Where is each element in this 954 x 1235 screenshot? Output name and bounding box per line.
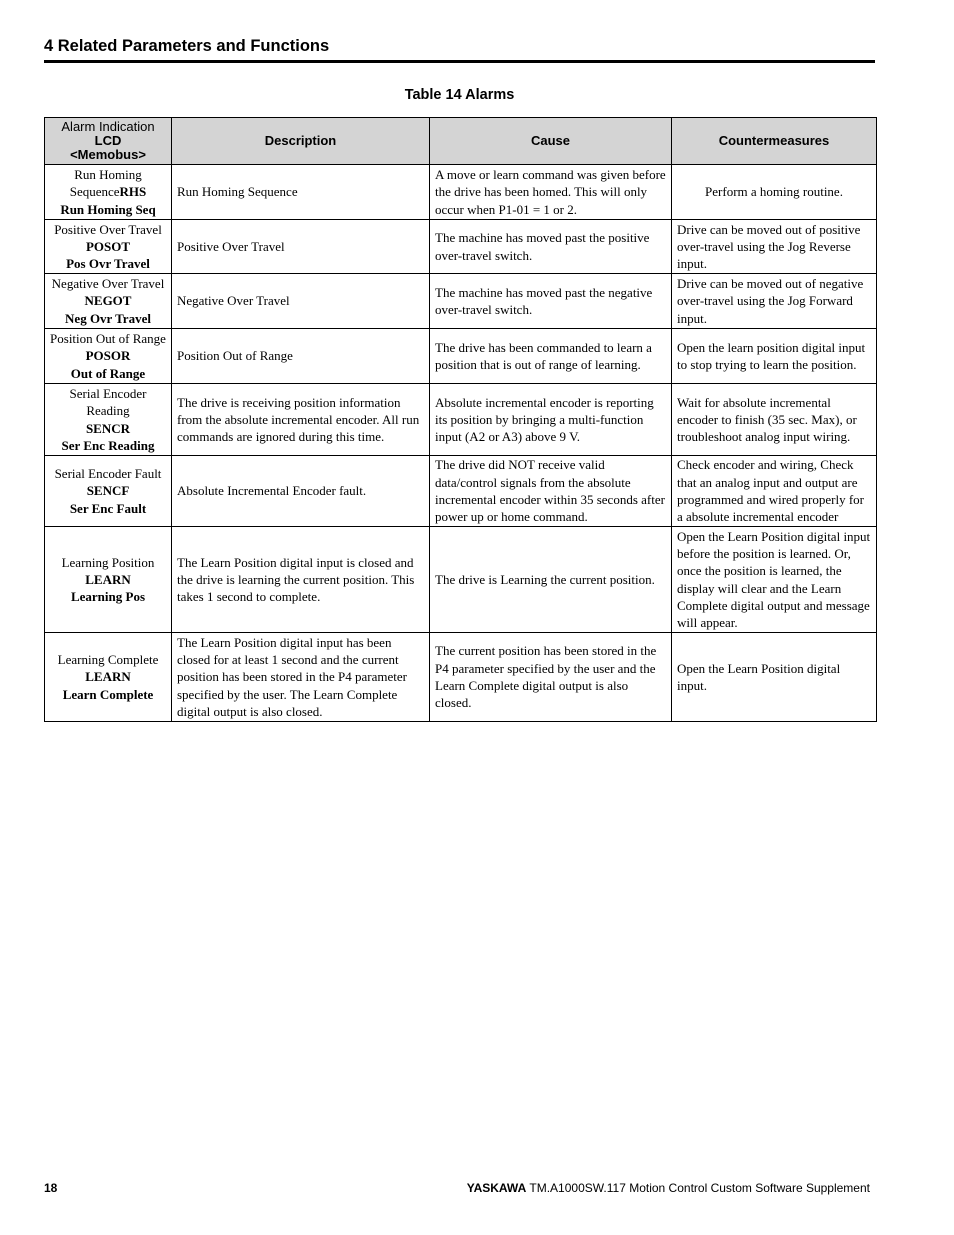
description-cell: Position Out of Range [172, 329, 430, 384]
table-title: Table 14 Alarms [404, 87, 515, 103]
brand-name: YASKAWA [466, 1181, 527, 1195]
alarm-code: RHS [119, 184, 147, 200]
table-row [45, 384, 877, 456]
alarm-name: Positive Over Travel [54, 221, 162, 237]
description-cell: Run Homing Sequence [172, 165, 430, 220]
cause-cell: The machine has moved past the negative over-travel switch. [430, 274, 672, 329]
countermeasure-cell: Wait for absolute incremental encoder to finish (35 sec. Max), or troubleshoot analog input wiring. [672, 384, 877, 456]
table-header-row [45, 118, 877, 165]
alarm-cell [45, 220, 172, 274]
alarm-lcd: LEARN [85, 571, 131, 587]
countermeasure-cell: Open the Learn Position digital input before the position is learned. Or, once the position is learned, the display will clear and the Learn Complete digital output and message will appear. [672, 527, 877, 633]
alarm-memobus: Ser Enc Fault [69, 500, 147, 516]
alarm-lcd: NEGOT [84, 293, 132, 309]
description-cell: Positive Over Travel [172, 220, 430, 274]
alarm-name: Serial Encoder Fault [54, 466, 162, 482]
table-row [45, 329, 877, 384]
table-row [45, 220, 877, 274]
section-header: 4 Related Parameters and Functions [44, 37, 330, 55]
header-alarm-line3: <Memobus> [70, 147, 146, 162]
alarm-cell [45, 633, 172, 722]
alarm-cell [45, 527, 172, 633]
alarm-name: Negative Over Travel [51, 276, 165, 292]
header-alarm-indication [45, 118, 172, 165]
countermeasure-cell: Drive can be moved out of negative over-travel using the Jog Forward input. [672, 274, 877, 329]
description-cell: The drive is receiving position information from the absolute incremental encoder. All run commands are ignored during this time. [172, 384, 430, 456]
cause-cell: The drive is Learning the current position. [430, 527, 672, 633]
alarm-memobus: Pos Ovr Travel [66, 256, 150, 272]
alarm-memobus: Out of Range [70, 365, 146, 381]
doc-title: TM.A1000SW.117 Motion Control Custom Software Supplement [526, 1181, 870, 1195]
table-row [45, 527, 877, 633]
countermeasure-cell: Open the Learn Position digital input. [672, 633, 877, 722]
description-cell: The Learn Position digital input is closed and the drive is learning the current position. This takes 1 second to complete. [172, 527, 430, 633]
alarm-cell [45, 165, 172, 220]
countermeasure-cell: Perform a homing routine. [672, 165, 877, 220]
cause-cell: The machine has moved past the positive over-travel switch. [430, 220, 672, 274]
cause-cell: Absolute incremental encoder is reporting its position by bringing a multi-function input (A2 or A3) above 9 V. [430, 384, 672, 456]
alarm-name: Position Out of Range [50, 331, 166, 347]
alarm-name-wrap [50, 166, 166, 201]
alarm-cell [45, 274, 172, 329]
alarm-name: Run Homing Sequence [69, 167, 142, 200]
cause-cell: The drive has been commanded to learn a position that is out of range of learning. [430, 329, 672, 384]
table-row [45, 456, 877, 527]
header-alarm-line2: LCD [94, 133, 122, 148]
cause-cell: The drive did NOT receive valid data/control signals from the absolute incremental encoder within 35 seconds after power up or home command. [430, 456, 672, 527]
header-description: Description [172, 118, 430, 165]
footer-doc-info [467, 1181, 870, 1195]
header-rule [44, 60, 875, 63]
alarm-cell [45, 456, 172, 527]
alarm-memobus: Neg Ovr Travel [65, 310, 151, 326]
table-row [45, 633, 877, 722]
header-countermeasures: Countermeasures [672, 118, 877, 165]
alarm-memobus: Run Homing Seq [60, 201, 156, 217]
alarm-lcd: POSOR [85, 348, 131, 364]
table-row [45, 274, 877, 329]
description-cell: Absolute Incremental Encoder fault. [172, 456, 430, 527]
alarm-memobus: Ser Enc Reading [61, 437, 155, 453]
alarm-memobus: Learning Pos [70, 589, 146, 605]
alarm-lcd: LEARN [85, 669, 131, 685]
alarm-name: Learning Complete [57, 652, 159, 668]
header-alarm-line1: Alarm Indication [61, 119, 155, 134]
countermeasure-cell: Check encoder and wiring, Check that an analog input and output are programmed and wired properly for a absolute incremental encoder [672, 456, 877, 527]
alarm-memobus: Learn Complete [62, 686, 154, 702]
header-cause: Cause [430, 118, 672, 165]
table-row [45, 165, 877, 220]
countermeasure-cell: Drive can be moved out of positive over-travel using the Jog Reverse input. [672, 220, 877, 274]
alarm-cell [45, 384, 172, 456]
alarms-table [44, 117, 877, 722]
description-cell: Negative Over Travel [172, 274, 430, 329]
description-cell: The Learn Position digital input has been closed for at least 1 second and the current position has been stored in the P4 parameter specified by the user. The Learn Complete digital output is also closed. [172, 633, 430, 722]
alarm-lcd: SENCR [85, 420, 131, 436]
alarm-name: Learning Position [61, 554, 155, 570]
cause-cell: A move or learn command was given before the drive has been homed. This will only occur when P1-01 = 1 or 2. [430, 165, 672, 220]
alarm-cell [45, 329, 172, 384]
countermeasure-cell: Open the learn position digital input to stop trying to learn the position. [672, 329, 877, 384]
page-number: 18 [44, 1181, 58, 1195]
alarm-lcd: POSOT [85, 238, 131, 254]
alarm-name: Serial Encoder Reading [69, 385, 147, 419]
alarm-lcd: SENCF [86, 483, 130, 499]
cause-cell: The current position has been stored in the P4 parameter specified by the user and the Learn Complete digital output is also closed. [430, 633, 672, 722]
